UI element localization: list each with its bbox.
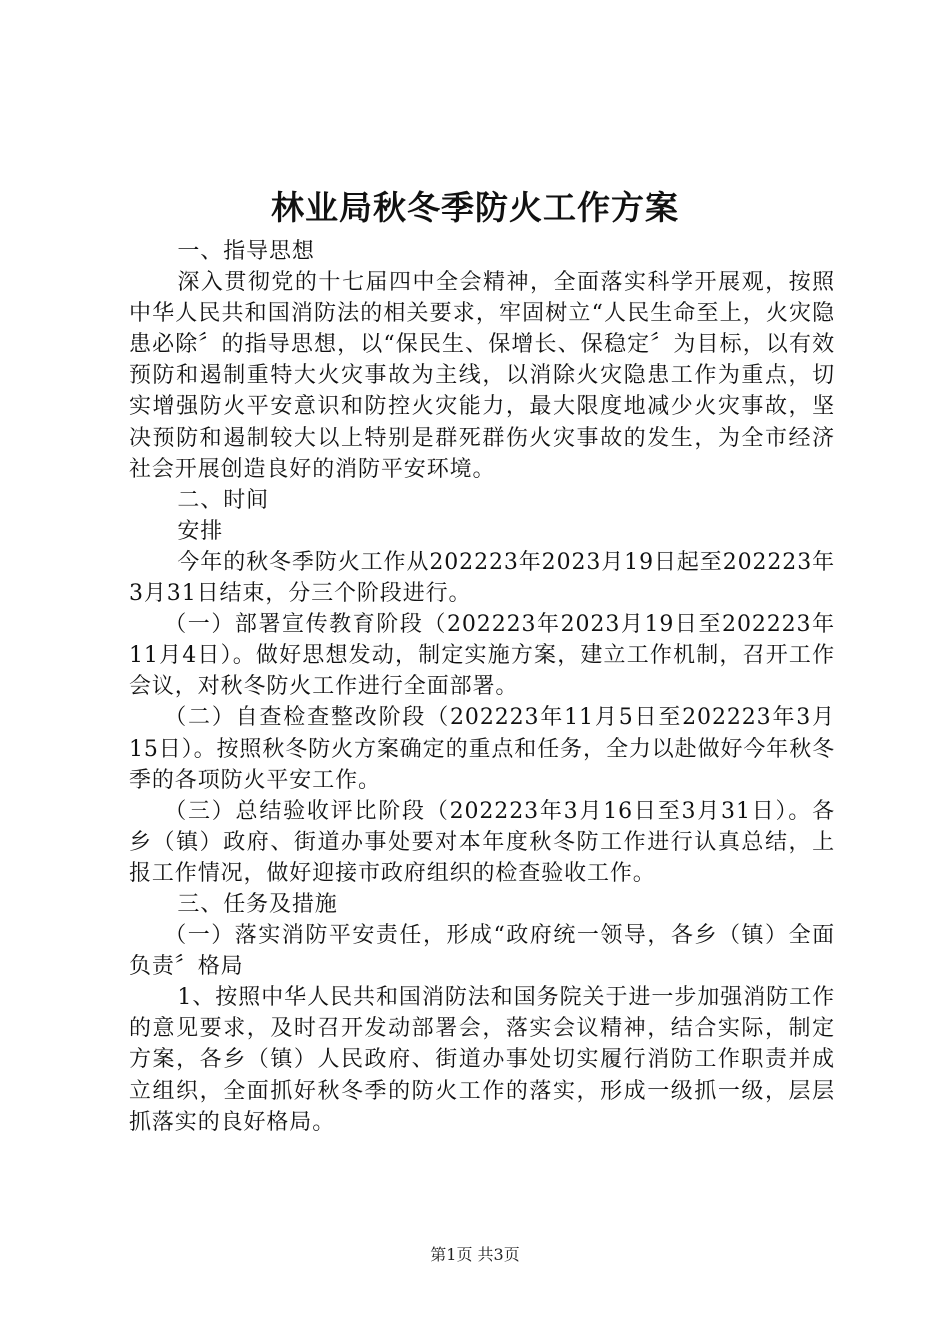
section-heading-guiding-ideology: 一、指导思想 [177,239,315,264]
document-body [129,236,835,1138]
paragraph-stage-one: （一）部署宣传教育阶段（202223年2023月19日至202223年11月4日）。做好思想发动，制定实施方案，建立工作机制，召开工作会议，对秋冬防火工作进行全面部署。 [129,612,835,700]
section-heading-time: 二、时间 [177,487,269,513]
document-title: 林业局秋冬季防火工作方案 [271,188,679,227]
paragraph-task-one-item-one: 1、按照中华人民共和国消防法和国务院关于进一步加强消防工作的意见要求，及时召开发动部署会，落实会议精神，结合实际，制定方案，各乡（镇）人民政府、街道办事处切实履行消防工作职责并成立组织，全面抓好秋冬季的防火工作的落实，形成一级抓一级，层层抓落实的良好格局。 [129,985,835,1135]
paragraph-guiding-ideology: 深入贯彻党的十七届四中全会精神，全面落实科学开展观，按照中华人民共和国消防法的相关要求，牢固树立“人民生命至上，火灾隐患必除〞的指导思想，以“保民生、保增长、保稳定〞为目标，以有效预防和遏制重特大火灾事故为主线，以消除火灾隐患工作为重点，切实增强防火平安意识和防控火灾能力，最大限度地减少火灾事故，坚决预防和遏制较大以上特别是群死群伤火灾事故的发生，为全市经济社会开展创造良好的消防平安环境。 [129,270,835,482]
paragraph-stage-three: （三）总结验收评比阶段（202223年3月16日至3月31日）。各乡（镇）政府、街道办事处要对本年度秋冬防工作进行认真总结，上报工作情况，做好迎接市政府组织的检查验收工作。 [129,798,835,886]
paragraph-schedule: 今年的秋冬季防火工作从202223年2023月19日起至202223年3月31日结束，分三个阶段进行。 [129,549,835,607]
paragraph-stage-two: （二）自查检查整改阶段（202223年11月5日至202223年3月15日）。按照秋冬防火方案确定的重点和任务，全力以赴做好今年秋冬季的各项防火平安工作。 [129,705,835,793]
section-heading-tasks: 三、任务及措施 [177,891,338,917]
paragraph-task-one-heading: （一）落实消防平安责任，形成“政府统一领导，各乡（镇）全面负责〞格局 [129,923,835,980]
page-footer: 第1页 共3页 [430,1245,520,1264]
section-heading-arrangement: 安排 [177,518,224,544]
